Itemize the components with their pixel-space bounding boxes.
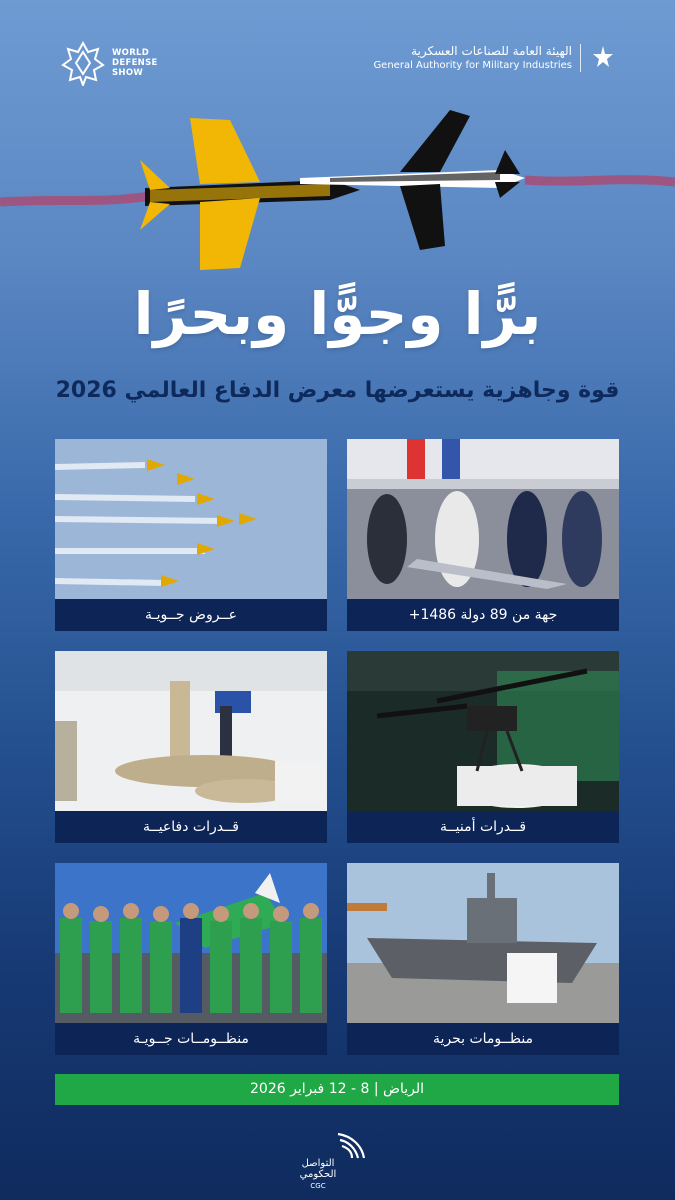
- gami-name-en: General Authority for Military Industries: [373, 60, 572, 71]
- tile-caption: منظــومــات جــويـة: [55, 1023, 327, 1055]
- exhibitors-photo: [347, 439, 619, 599]
- wds-logo-icon: [60, 40, 106, 86]
- yellow-jet: [140, 118, 360, 270]
- gami-logo-text: [373, 44, 572, 72]
- defense-exhibit-photo: [55, 651, 327, 811]
- tile-defense: [55, 651, 327, 843]
- air-systems-photo: [55, 863, 327, 1023]
- tile-caption: منظــومات بحرية: [347, 1023, 619, 1055]
- wds-text-line-2: DEFENSE: [112, 58, 158, 68]
- cgc-ar-line-1: التواصل: [301, 1158, 335, 1169]
- tile-caption: قــدرات دفاعيــة: [55, 811, 327, 843]
- tile-air-systems: [55, 863, 327, 1055]
- tile-caption: +1486 جهة من 89 دولة: [347, 599, 619, 631]
- gami-name-ar: الهيئة العامة للصناعات العسكرية: [411, 44, 572, 58]
- event-date-bar: الرياض | 8 - 12 فبراير 2026: [55, 1074, 619, 1105]
- tile-exhibitors: [347, 439, 619, 631]
- white-jet: [300, 110, 525, 250]
- security-drone-photo: [347, 651, 619, 811]
- wds-logo: [60, 40, 158, 86]
- tile-air-shows: [55, 439, 327, 631]
- wds-text-line-1: WORLD: [112, 48, 150, 58]
- smoke-trail-left: [0, 196, 150, 202]
- wds-logo-text: [112, 48, 158, 78]
- cgc-logo-text-en: CGC: [310, 1182, 326, 1190]
- wds-text-line-3: SHOW: [112, 68, 144, 78]
- subline: قوة وجاهزية يستعرضها معرض الدفاع العالمي 2026: [55, 378, 620, 403]
- tile-caption: قــدرات أمنيــة: [347, 811, 619, 843]
- cgc-logo-text-ar: [296, 1158, 340, 1180]
- tile-caption: عــروض جــويـة: [55, 599, 327, 631]
- naval-ship-photo: [347, 863, 619, 1023]
- tile-naval: [347, 863, 619, 1055]
- tile-security: [347, 651, 619, 843]
- hero-jets-illustration: [0, 110, 675, 280]
- smoke-trail-right: [525, 180, 675, 182]
- gami-logo-icon: [589, 44, 617, 72]
- gami-divider: [580, 44, 581, 72]
- headline: برًّا وجوًّا وبحرًا: [133, 280, 542, 348]
- air-show-photo: [55, 439, 327, 599]
- cgc-ar-line-2: الحكومي: [299, 1169, 337, 1180]
- gami-logo: [373, 44, 617, 72]
